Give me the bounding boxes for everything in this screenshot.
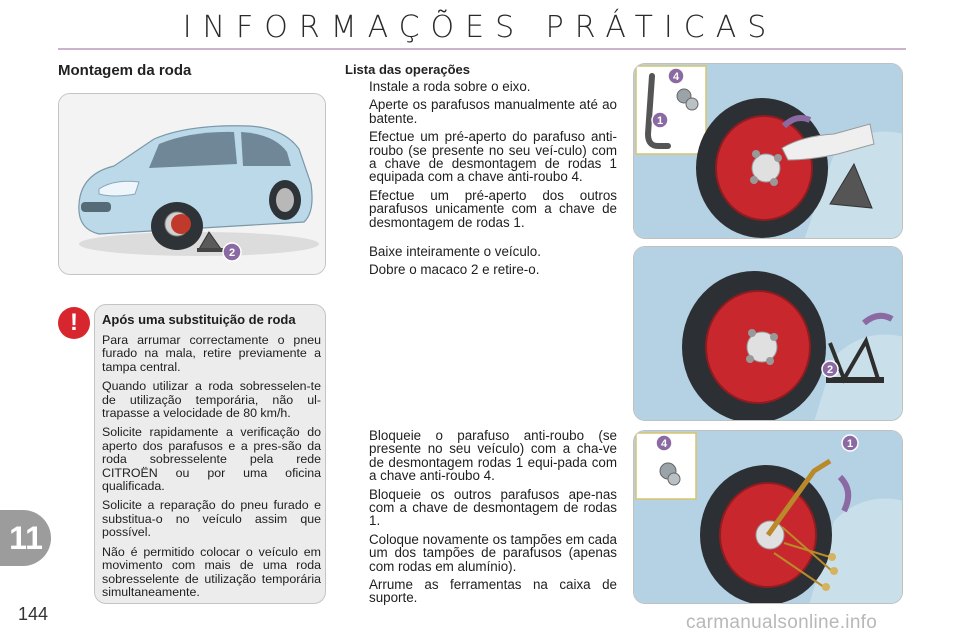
warning-paragraph: Não é permitido colocar o veículo em movimento com mais de uma roda sobresselente de utilização temporária simultaneamente. <box>102 544 321 599</box>
operation-step: Dobre o macaco 2 e retire-o. <box>369 262 540 278</box>
badge-jack-label: 2 <box>228 247 236 259</box>
operation-step: Coloque novamente os tampões em cada um dos tampões de parafusos (apenas com rodas em alumínio). <box>369 531 617 574</box>
jack-removal-illustration <box>633 246 903 421</box>
badge-wheel-wrench: 1 <box>656 115 664 127</box>
badge-jack: 2 <box>826 364 834 376</box>
page-number: 144 <box>18 604 49 624</box>
operation-step: Arrume as ferramentas na caixa de suporte. <box>369 577 617 606</box>
warning-paragraph: Para arrumar correctamente o pneu furado na mala, retire previamente a tampa central. <box>102 333 321 374</box>
operations-list-mount <box>345 80 617 234</box>
warning-paragraph: Solicite a reparação do pneu furado e substitua-o no veículo assim que possível. <box>102 498 321 540</box>
wheel-mounting-illustration <box>633 63 903 239</box>
operation-step: Bloqueie os outros parafusos ape-nas com a chave de desmontagem de rodas 1. <box>369 486 617 529</box>
operations-title: Lista das operações <box>345 62 470 77</box>
operation-step: Aperte os parafusos manualmente até ao batente. <box>369 97 617 126</box>
chapter-number: 11 <box>9 520 43 556</box>
operations-list-tighten <box>345 429 617 610</box>
warning-box <box>94 304 326 604</box>
section-title: Montagem da roda <box>58 62 192 79</box>
car-jack-illustration <box>58 93 326 275</box>
page-header-title: INFORMAÇÕES PRÁTICAS <box>182 10 778 45</box>
warning-title: Após uma substituição de roda <box>102 312 296 327</box>
operations-list-lower <box>345 245 617 282</box>
badge-antitheft-key: 4 <box>672 71 680 83</box>
warning-paragraph: Solicite rapidamente a verificação do aperto dos parafusos e a pres-são da roda sobresselente pela rede CITROËN ou por uma oficina qualificada. <box>102 425 321 494</box>
header-rule <box>58 48 906 50</box>
warning-paragraph: Quando utilizar a roda sobresselen-te de utilização temporária, não ul-trapasse a velocidade de 80 km/h. <box>102 379 321 421</box>
operation-step: Bloqueie o parafuso anti-roubo (se presente no seu veículo) com a cha-ve de desmontagem rodas 1 equi-pada com a chave anti-roubo 4. <box>369 428 617 484</box>
operation-step: Instale a roda sobre o eixo. <box>369 79 531 94</box>
bolt-locking-illustration <box>633 430 903 604</box>
car-illustration-svg <box>59 94 326 275</box>
badge-antitheft-key: 4 <box>660 438 668 450</box>
watermark: carmanualsonline.info <box>686 612 878 633</box>
exclamation-icon: ! <box>58 307 90 339</box>
badge-wheel-wrench: 1 <box>846 438 854 450</box>
operation-step: Efectue um pré-aperto dos outros parafusos unicamente com a chave de desmontagem de rodas 1. <box>369 187 617 230</box>
operation-step: Baixe inteiramente o veículo. <box>369 244 541 259</box>
operation-step: Efectue um pré-aperto do parafuso anti-roubo (se presente no seu veí-culo) com a chave de desmontagem de rodas 1 equipada com a chave anti-roubo 4. <box>369 129 617 185</box>
